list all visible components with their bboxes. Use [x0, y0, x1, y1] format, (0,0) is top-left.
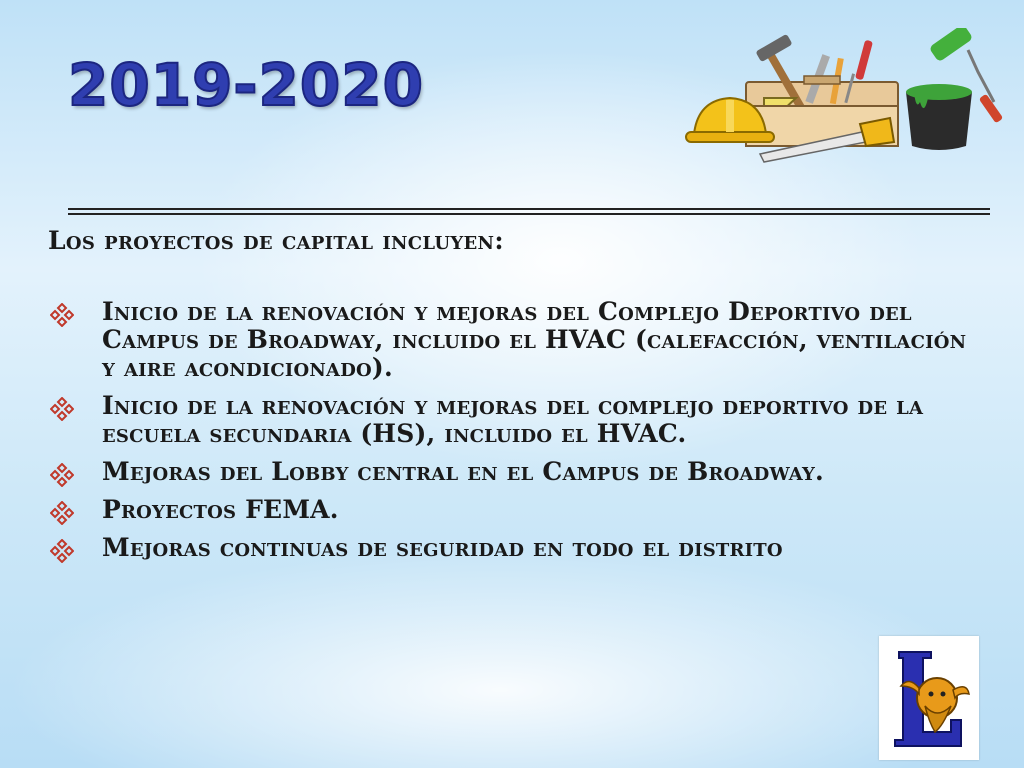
title-divider	[68, 208, 990, 216]
quad-diamond-icon	[50, 539, 74, 563]
bullet-text: Proyectos FEMA.	[102, 495, 339, 524]
bullet-text: Mejoras continuas de seguridad en todo el distrito	[102, 533, 783, 562]
school-logo	[879, 636, 979, 760]
slide-title: 2019-2020	[68, 51, 424, 119]
bullet-text: Inicio de la renovación y mejoras del complejo deportivo de la escuela secundaria (HS), incluido el HVAC.	[102, 391, 924, 448]
list-item	[50, 496, 970, 524]
list-item	[50, 458, 970, 486]
quad-diamond-icon	[50, 303, 74, 327]
bullet-list	[50, 298, 970, 572]
paint-bucket-icon	[906, 84, 972, 150]
list-item	[50, 534, 970, 562]
quad-diamond-icon	[50, 501, 74, 525]
list-item	[50, 392, 970, 448]
quad-diamond-icon	[50, 397, 74, 421]
bullet-text: Mejoras del Lobby central en el Campus de Broadway.	[102, 457, 824, 486]
bullet-text: Inicio de la renovación y mejoras del Complejo Deportivo del Campus de Broadway, incluido el HVAC (calefacción, ventilación y aire acondicionado).	[102, 297, 967, 382]
quad-diamond-icon	[50, 463, 74, 487]
logo-emblem	[879, 636, 979, 760]
toolbox-illustration	[684, 28, 1014, 180]
intro-text: Los proyectos de capital incluyen:	[48, 226, 504, 255]
list-item	[50, 298, 970, 382]
